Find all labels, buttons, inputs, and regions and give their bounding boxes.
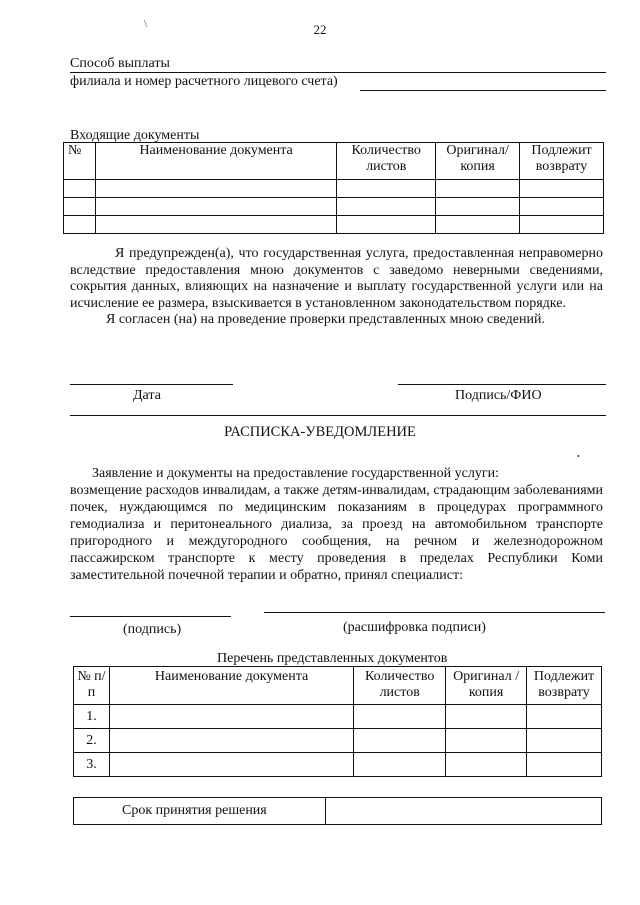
receipt-text [70,465,603,584]
table-cell[interactable] [95,216,336,234]
doc-list-title: Перечень представленных документов [217,651,448,666]
table-row [64,180,604,198]
receipt-title: РАСПИСКА-УВЕДОМЛЕНИЕ [224,424,416,440]
table-cell[interactable] [95,180,336,198]
table-cell[interactable] [520,198,604,216]
consent-paragraph: Я согласен (на) на проведение проверки представленных мною сведений. [106,312,545,328]
table-cell[interactable] [109,753,353,777]
incoming-docs-table [63,142,604,234]
table-cell[interactable] [337,180,436,198]
table-cell[interactable] [64,216,96,234]
decision-label: Срок принятия решения [74,798,326,825]
header-cell: Подлежит возврату [520,143,604,180]
table-cell[interactable] [436,216,520,234]
table-cell[interactable] [95,198,336,216]
warning-paragraph: Я предупрежден(а), что государственная услуга, предоставленная неправомерно вследствие предоставления мною документов с заведомо неверными сведениями, сокрытия данных, влияющих на назначение и выплату государственной услуги или на исчисление ее размера, взыскивается в установленном законодательством порядке. [70,246,603,311]
table-cell[interactable] [64,198,96,216]
receipt-intro: Заявление и документы на предоставление государственной услуги: [92,466,499,481]
table-cell[interactable] [337,198,436,216]
table-row [74,753,602,777]
table-cell[interactable] [520,216,604,234]
table-cell[interactable] [354,705,446,729]
payment-method-line [70,72,606,73]
table-row [74,729,602,753]
table-cell[interactable] [354,753,446,777]
decision-value[interactable] [325,798,601,825]
table-cell[interactable] [64,180,96,198]
header-cell: № п/п [74,667,110,705]
specialist-signature-field[interactable] [70,616,231,617]
table-row [74,705,602,729]
table-row [64,216,604,234]
header-cell: № [64,143,96,180]
table-cell[interactable] [446,705,527,729]
table-cell[interactable] [527,729,602,753]
row-number: 3. [74,753,110,777]
table-cell[interactable] [354,729,446,753]
header-cell: Количество листов [354,667,446,705]
table-cell[interactable] [446,753,527,777]
header-cell: Оригинал /копия [446,667,527,705]
branch-account-label: филиала и номер расчетного лицевого счета) [70,74,338,89]
header-cell: Оригинал/ копия [436,143,520,180]
row-number: 2. [74,729,110,753]
warning-text [70,246,603,329]
signature-label: Подпись/ФИО [455,388,542,403]
stray-mark: \ [144,18,148,30]
table-cell[interactable] [436,198,520,216]
table-cell[interactable] [337,216,436,234]
header-cell: Подлежит возврату [527,667,602,705]
table-cell[interactable] [109,705,353,729]
decode-hint: (расшифровка подписи) [343,620,486,635]
table-cell[interactable] [527,705,602,729]
date-label: Дата [133,388,161,403]
table-row [74,798,602,825]
section-divider [70,415,606,416]
row-number: 1. [74,705,110,729]
table-header-row [64,143,604,180]
decision-table [73,797,602,825]
page-number: 22 [313,22,327,37]
doc-list-table [73,666,602,777]
table-cell[interactable] [527,753,602,777]
header-cell: Наименование документа [95,143,336,180]
specialist-name-field[interactable] [264,612,605,613]
incoming-docs-title: Входящие документы [70,128,200,143]
branch-account-field[interactable] [360,90,606,91]
signature-field[interactable] [398,384,606,385]
stray-dot: • [577,452,580,461]
header-cell: Наименование документа [109,667,353,705]
table-row [64,198,604,216]
table-cell[interactable] [109,729,353,753]
table-cell[interactable] [436,180,520,198]
table-cell[interactable] [446,729,527,753]
table-header-row [74,667,602,705]
date-field[interactable] [70,384,233,385]
receipt-body: возмещение расходов инвалидам, а также детям-инвалидам, страдающим заболеваниями почек, нуждающимся по медицинским показаниям в процедурах программного гемодиализа и перитонеального диализа, за проезд на автомобильном транспорте пригородного и междугородного сообщения, на речном и железнодорожном пассажирском транспорте к месту проведения в пределах Республики Коми заместительной почечной терапии и обратно, принял специалист: [70,483,603,583]
table-cell[interactable] [520,180,604,198]
header-cell: Количество листов [337,143,436,180]
payment-method-label: Способ выплаты [70,56,170,71]
signature-hint: (подпись) [123,622,182,637]
